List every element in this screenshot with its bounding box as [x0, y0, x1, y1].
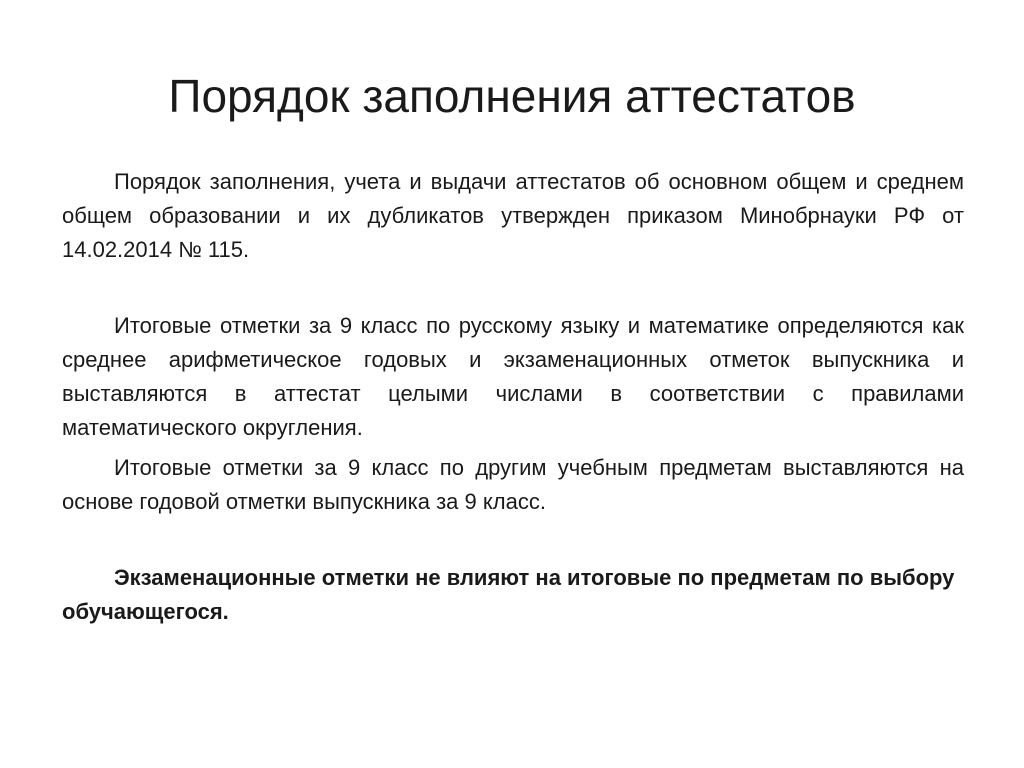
- paragraph-other-subject-grades: Итоговые отметки за 9 класс по другим учебным предметам выставляются на основе годовой отметки выпускника за 9 класс.: [62, 455, 964, 514]
- paragraph-russian-math-grades: Итоговые отметки за 9 класс по русскому языку и математике определяются как среднее арифметическое годовых и экзаменационных отметок выпускника и выставляются в аттестат целыми числами в соответствии с правилами математического округления.: [62, 313, 964, 440]
- paragraph-order-document: Порядок заполнения, учета и выдачи аттестатов об основном общем и среднем общем образовании и их дубликатов утвержден приказом Минобрнауки РФ от 14.02.2014 № 115.: [62, 169, 964, 262]
- slide-title: Порядок заполнения аттестатов: [168, 70, 856, 122]
- paragraph-exam-grades-note: Экзаменационные отметки не влияют на итоговые по предметам по выбору обучающегося.: [62, 565, 955, 624]
- slide-body: [62, 165, 964, 629]
